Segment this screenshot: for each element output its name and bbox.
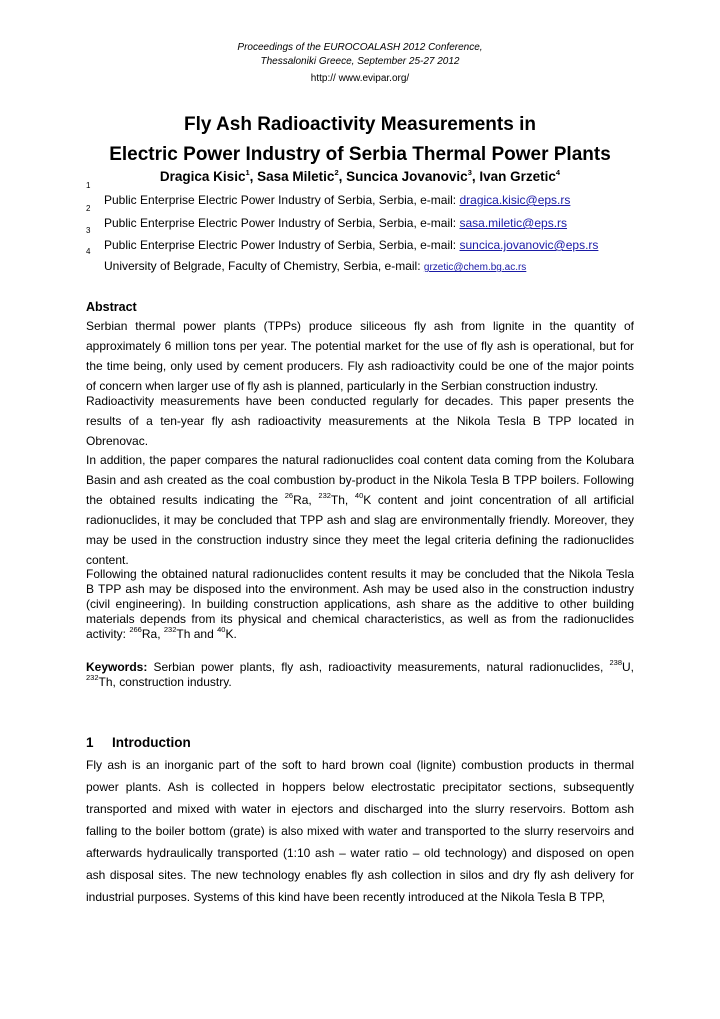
section-title: Introduction [112,735,191,750]
abstract-paragraph-4: Following the obtained natural radionuclides content results it may be concluded that the Nikola Tesla B TPP ash may be disposed into the environment. Ash may be used also in the construction industry (civil engineering). In building construction applications, ash share as the additive to other building materials depends from its physical and chemical characteristics, as well as from the radionuclides activity: $^{266}$Ra, $^{232}$Th and $^{40}$K. [86,567,634,641]
author: Ivan Grzetic$^4$ [479,168,561,184]
section-heading-introduction [86,735,191,750]
document-page: Proceedings of the EUROCOALASH 2012 Conference, Thessaloniki Greece, September 25-27 2012 http:// www.evipar.org/ Fly Ash Radioactivity Measurements in Electric Power Industry of Serbia Thermal Power Plants Dragica Kisic$^1$, Sasa Miletic$^2$, Suncica Jovanovic$^3$, Ivan Grzetic$^4$ 1 Public Enterprise Electric Power Industry of Serbia, Serbia, e-mail: dragica.kisic@eps.rs 2 Public Enterprise Electric Power Industry of Serbia, Serbia, e-mail: sasa.miletic@eps.rs 3 Public Enterprise Electric Power Industry of Serbia, Serbia, e-mail: suncica.jovanovic@eps.rs 4 University of Belgrade, Faculty of Chemistry, Serbia, e-mail: grzetic@chem.bg.ac.rs Abstract Serbian thermal power plants (TPPs) produce siliceous fly ash from lignite in the quantity of approximately 6 million tons per year. The potential market for the use of fly ash is operational, but for the time being, only used by cement producers. Fly ash radioactivity could be one of the major points of concern when larger use of fly ash is planned, particularly in the Serbian construction industry. Radioactivity measurements have been conducted regularly for decades. This paper presents the results of a ten-year fly ash radioactivity measurements at the Nikola Tesla B TPP located in Obrenovac. In addition, the paper compares the natural radionuclides coal content data coming from the Kolubara Basin and ash created as the coal combustion by-product in the Nikola Tesla B TPP boilers. Following the obtained results indicating the $^{26}$Ra, $^{232}$Th, $^{40}$K content and joint concentration of all artificial radionuclides, it may be concluded that TPP ash and slag are environmentally friendly. Moreover, they may be used in the construction industry since they meet the legal criteria defining the radionuclides content. Following the obtained natural radionuclides content results it may be concluded that the Nikola Tesla B TPP ash may be disposed into the environment. Ash may be used also in the construction industry (civil engineering). In building construction applications, ash share as the additive to other building materials depends from its physical and chemical characteristics, as well as from the radionuclides activity: $^{266}$Ra, $^{232}$Th and $^{40}$K. Keywords: Serbian power plants, fly ash, radioactivity measurements, natural radionuclides, $^{238}$U, $^{232}$Th, construction industry. 1 Introduction Fly ash is an inorganic part of the soft to hard brown coal (lignite) combustion products in thermal power plants. Ash is collected in hoppers below electrostatic precipitator sections, subsequently transported and mixed with water in ejectors and discharged into the slurry reservoirs. Bottom ash falling to the boiler bottom (grate) is also mixed with water and transported to the slurry reservoirs and afterwards hydraulically transported (1:10 ash – water ratio – old technology) and disposed on open ash disposal sites. The new technology enables fly ash collection in silos and dry fly ash delivery for industrial purposes. Systems of this kind have been recently introduced at the Nikola Tesla B TPP, [0,0,720,1019]
conference-url[interactable]: http:// www.evipar.org/ [310,73,410,84]
paper-title [0,113,720,167]
author-list [0,168,720,186]
author: Sasa Miletic$^2$, [257,168,347,184]
abstract-paragraph-1: Serbian thermal power plants (TPPs) produce siliceous fly ash from lignite in the quantity of approximately 6 million tons per year. The potential market for the use of fly ash is operational, but for the time being, only used by cement producers. Fly ash radioactivity could be one of the major points of concern when larger use of fly ash is planned, particularly in the Serbian construction industry. [86,319,634,393]
email-link[interactable]: dragica.kisic@eps.rs [459,193,571,207]
abstract-paragraph-3: In addition, the paper compares the natural radionuclides coal content data coming from the Kolubara Basin and ash created as the coal combustion by-product in the Nikola Tesla B TPP boilers. Following the obtained results indicating the $^{26}$Ra, $^{232}$Th, $^{40}$K content and joint concentration of all artificial radionuclides, it may be concluded that TPP ash and slag are environmentally friendly. Moreover, they may be used in the construction industry since they meet the legal criteria defining the radionuclides content. [86,453,634,567]
abstract-paragraph-2: Radioactivity measurements have been conducted regularly for decades. This paper presents the results of a ten-year fly ash radioactivity measurements at the Nikola Tesla B TPP located in Obrenovac. [86,394,634,448]
author: Suncica Jovanovic$^3$, [346,168,480,184]
conference-line-1: Proceedings of the EUROCOALASH 2012 Conference, [237,42,483,53]
section-number: 1 [86,735,94,750]
email-link[interactable]: suncica.jovanovic@eps.rs [459,238,599,252]
conference-header [0,41,720,86]
abstract-heading: Abstract [86,300,137,314]
author: Dragica Kisic$^1$, [159,168,258,184]
keywords-label: Keywords: [86,660,148,674]
email-link[interactable]: sasa.miletic@eps.rs [459,216,568,230]
email-link[interactable]: grzetic@chem.bg.ac.rs [423,262,527,273]
introduction-paragraph: Fly ash is an inorganic part of the soft to hard brown coal (lignite) combustion products in thermal power plants. Ash is collected in hoppers below electrostatic precipitator sections, subsequently transported and mixed with water in ejectors and discharged into the slurry reservoirs. Bottom ash falling to the boiler bottom (grate) is also mixed with water and transported to the slurry reservoirs and afterwards hydraulically transported (1:10 ash – water ratio – old technology) and disposed on open ash disposal sites. The new technology enables fly ash collection in silos and dry fly ash delivery for industrial purposes. Systems of this kind have been recently introduced at the Nikola Tesla B TPP, [86,758,634,904]
title-line-2: Electric Power Industry of Serbia Thermal Power Plants [109,144,611,165]
title-line-1: Fly Ash Radioactivity Measurements in [184,114,536,135]
keywords: Keywords: Serbian power plants, fly ash, radioactivity measurements, natural radionuclides, $^{238}$U, $^{232}$Th, construction industry. [86,658,634,689]
conference-line-2: Thessaloniki Greece, September 25-27 2012 [260,56,460,67]
